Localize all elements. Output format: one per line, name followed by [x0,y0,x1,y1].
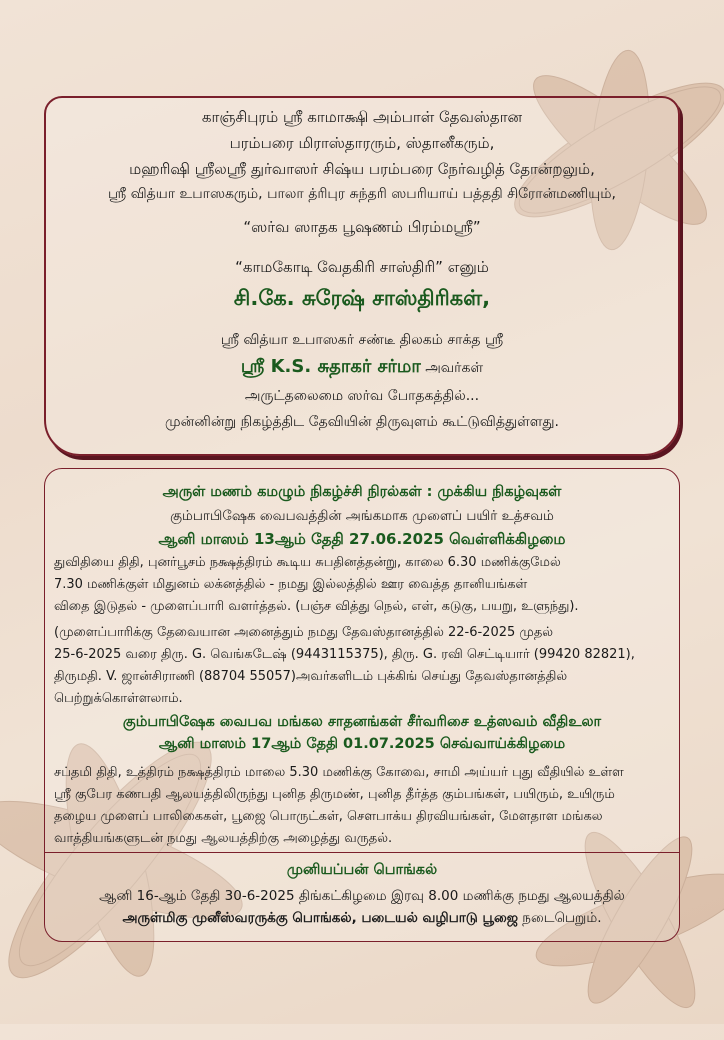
intro-line-4: ஸ்ரீ வித்யா உபாஸகரும், பாலா த்ரிபுர சுந்தரி ஸபரியாய் பத்ததி சிரோன்மணியும், [108,186,616,202]
event2-line: ஸ்ரீ குபேர கணபதி ஆலயத்திலிருந்து புனித திருமண், புனித தீர்த்த கும்பங்கள், பயிரும், உயிரும் [54,787,615,802]
event3-title: முனியப்பன் பொங்கல் [286,862,438,878]
intro-line-1: காஞ்சிபுரம் ஸ்ரீ காமாக்ஷி அம்பாள் தேவஸ்தான [201,108,523,126]
program-heading: அருள் மணம் கமழும் நிகழ்ச்சி நிரல்கள் : முக்கிய நிகழ்வுகள் [162,484,562,500]
event1-date: ஆனி மாஸம் 13ஆம் தேதி 27.06.2025 வெள்ளிக்கிழமை [158,530,566,548]
event1-line: 7.30 மணிக்குள் மிதுனம் லக்னத்தில் - நமது இல்லத்தில் ஊர வைத்த தானியங்கள் [54,577,528,592]
event1-note [54,622,670,710]
name-secondary-suffix: அவர்கள் [420,360,484,376]
event3-line-2-bold: அருள்மிகு முனீஸ்வரருக்கு பொங்கல், படையல் வழிபாடு பூஜை [122,910,519,926]
title-suffix: எனும் [442,258,489,276]
event1-description [54,552,670,618]
event1-line: விதை இடுதல் - முளைப்பாரி வளர்த்தல். (பஞ்ச வித்து நெல், எள், கடுகு, பயறு, உளுந்து). [54,599,579,614]
event1-note-line: 25-6-2025 வரை திரு. G. வெங்கடேஷ் (9443115375), திரு. G. ரவி செட்டியார் (99420 82821), [54,647,635,662]
event2-line: தழைய முளைப் பாலிகைகள், பூஜை பொருட்கள், சௌபாக்ய திரவியங்கள், மேளதாள மங்கல [54,809,603,824]
name-primary: சி.கே. சுரேஷ் சாஸ்திரிகள், [233,286,491,310]
event2-title: கும்பாபிஷேக வைபவ மங்கல சாதனங்கள் சீர்வரிசை உத்ஸவம் வீதிஉலா [122,714,602,730]
event1-note-line: (முளைப்பாரிக்கு தேவையான அனைத்தும் நமது தேவஸ்தானத்தில் 22-6-2025 முதல் [54,625,554,640]
program-subheading: கும்பாபிஷேக வைபவத்தின் அங்கமாக முளைப் பயிர் உத்சவம் [170,508,554,524]
intro-line-6: அருட்தலைமை ஸர்வ போதகத்தில்... [244,388,480,404]
event1-note-line: பெற்றுக்கொள்ளலாம். [54,691,183,706]
event2-description [54,762,670,850]
event3-line-2-rest: நடைபெறும். [518,910,602,926]
name-secondary: ஸ்ரீ K.S. சுதாகர் சர்மா [240,356,421,377]
event2-line: வாத்தியங்களுடன் நமது ஆலயத்திற்கு அழைத்து வருதல். [54,831,393,846]
name-secondary-line [44,356,680,379]
event2-line: சப்தமி திதி, உத்திரம் நக்ஷத்திரம் மாலை 5.30 மணிக்கு கோவை, சாமி அய்யர் புது வீதியில் உள்ள [54,765,624,780]
intro-line-7: முன்னின்று நிகழ்த்திட தேவியின் திருவுளம் கூட்டுவித்துள்ளது. [165,414,559,430]
event1-note-line: திருமதி. V. ஜான்சிராணி (88704 55057)அவர்களிடம் புக்கிங் செய்து தேவஸ்தானத்தில் [54,669,568,684]
intro-line-5: ஸ்ரீ வித்யா உபாஸகர் சண்டீ திலகம் சாக்த ஸ்ரீ [220,332,504,348]
title-quote: “காமகோடி வேதகிரி சாஸ்திரி” [235,258,443,276]
event2-date: ஆனி மாஸம் 17ஆம் தேதி 01.07.2025 செவ்வாய்க்கிழமை [158,736,566,752]
section-divider [44,852,680,853]
event3-line-1: ஆனி 16-ஆம் தேதி 30-6-2025 திங்கட்கிழமை இரவு 8.00 மணிக்கு நமது ஆலயத்தில் [99,888,625,904]
event3-line-2 [44,910,680,928]
title-line-2 [44,258,680,278]
intro-line-2: பரம்பரை மிராஸ்தாரரும், ஸ்தானீகரும், [229,134,495,152]
intro-line-3: மஹரிஷி ஸ்ரீலஸ்ரீ துர்வாஸர் சிஷ்ய பரம்பரை நேர்வழித் தோன்றலும், [129,160,595,178]
title-line-1: “ஸர்வ ஸாதக பூஷணம் பிரம்மஸ்ரீ” [243,218,481,236]
event1-line: துவிதியை திதி, புனர்பூசம் நக்ஷத்திரம் கூடிய சுபதினத்தன்று, காலை 6.30 மணிக்குமேல் [54,555,561,570]
